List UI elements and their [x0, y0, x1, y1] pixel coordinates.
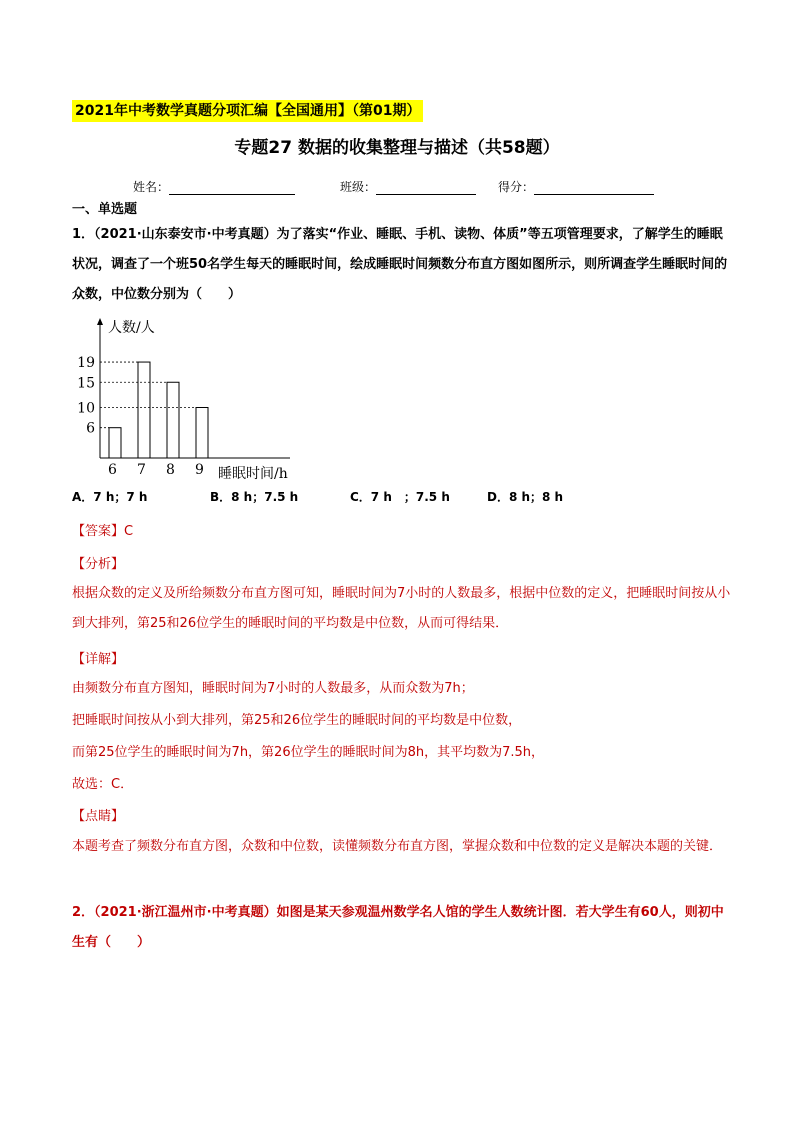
- answer-tag: 【答案】: [72, 524, 125, 539]
- detail-tag: 【详解】: [72, 652, 125, 667]
- histogram-bar: [109, 428, 121, 458]
- x-axis-label: 睡眠时间/h: [218, 466, 288, 480]
- histogram-bar: [138, 362, 150, 458]
- y-tick-label: 19: [77, 355, 95, 372]
- detail-line-2: 把睡眠时间按从小到大排列，第25和26位学生的睡眠时间的平均数是中位数，: [72, 713, 522, 728]
- analysis-tag: 【分析】: [72, 557, 125, 572]
- comment-text: 本题考查了频数分布直方图，众数和中位数，读懂频数分布直方图，掌握众数和中位数的定义是解决本题的关键．: [72, 839, 723, 854]
- score-field[interactable]: [498, 178, 654, 195]
- option-b: B．8 h；7.5 h: [210, 490, 299, 504]
- name-blank[interactable]: [169, 181, 295, 195]
- x-tick-label: 9: [195, 462, 204, 478]
- name-field[interactable]: [133, 178, 295, 195]
- score-blank[interactable]: [534, 181, 654, 195]
- answer-line: [72, 520, 133, 539]
- detail-line-1: 由频数分布直方图知，睡眠时间为7小时的人数最多，从而众数为7h；: [72, 681, 474, 696]
- analysis-text: 根据众数的定义及所给频数分布直方图可知，睡眠时间为7小时的人数最多，根据中位数的定义，把睡眠时间按从小到大排列，第25和26位学生的睡眠时间的平均数是中位数，从而可得结果．: [72, 586, 731, 631]
- score-label: 得分：: [498, 180, 535, 194]
- option-c: C．7 h ；7.5 h: [350, 490, 450, 504]
- detail-line-3: 而第25位学生的睡眠时间为7h，第26位学生的睡眠时间为8h，其平均数为7.5h，: [72, 745, 545, 760]
- x-tick-label: 8: [166, 462, 175, 478]
- question-2-text: 2．（2021·浙江温州市·中考真题）如图是某天参观温州数学名人馆的学生人数统计图．若大学生有60人，则初中生有（ ）: [72, 905, 724, 950]
- y-tick-label: 6: [86, 420, 95, 437]
- class-label: 班级：: [340, 180, 377, 194]
- histogram-bar: [196, 408, 208, 459]
- histogram-chart: [72, 315, 312, 480]
- section-heading: 一、单选题: [72, 202, 138, 217]
- detail-line-4: 故选：C．: [72, 777, 134, 792]
- y-axis-arrow: [97, 318, 103, 325]
- x-tick-label: 6: [108, 462, 117, 478]
- y-axis-label: 人数/人: [108, 320, 155, 336]
- y-tick-label: 15: [77, 375, 95, 392]
- x-tick-label: 7: [137, 462, 146, 478]
- name-label: 姓名：: [133, 180, 170, 194]
- option-d: D．8 h；8 h: [487, 490, 564, 504]
- answer-value: C: [124, 524, 134, 539]
- question-1-text: 1．（2021·山东泰安市·中考真题）为了落实“作业、睡眠、手机、读物、体质”等五项管理要求，了解学生的睡眠状况，调查了一个班50名学生每天的睡眠时间，绘成睡眠时间频数分布直方图如图所示，则所调查学生睡眠时间的众数，中位数分别为（ ）: [72, 227, 728, 302]
- comment-tag: 【点睛】: [72, 809, 125, 824]
- series-banner: 2021年中考数学真题分项汇编【全国通用】（第01期）: [72, 100, 423, 122]
- histogram-bar: [167, 382, 179, 458]
- page-title: 专题27 数据的收集整理与描述（共58题）: [234, 138, 560, 158]
- class-field[interactable]: [340, 178, 476, 195]
- option-a: A．7 h；7 h: [72, 490, 148, 504]
- y-tick-label: 10: [77, 400, 95, 417]
- class-blank[interactable]: [376, 181, 476, 195]
